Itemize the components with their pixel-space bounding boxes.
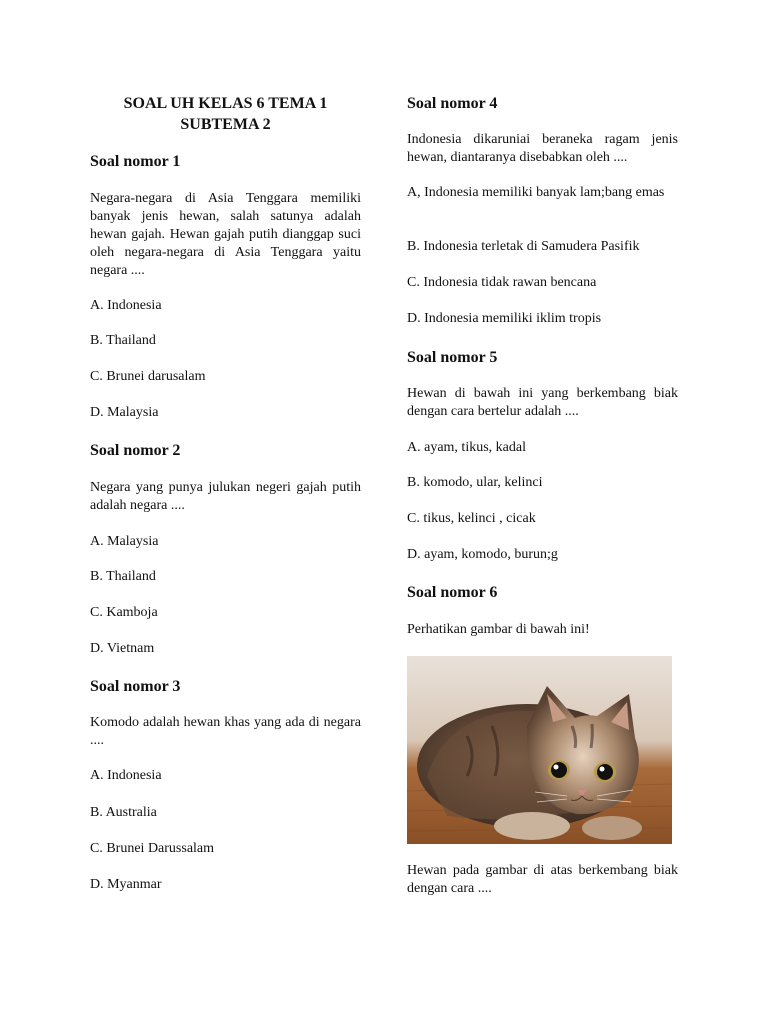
- question-4-option-b: B. Indonesia terletak di Samudera Pasifik: [407, 239, 640, 254]
- question-5-option-b: B. komodo, ular, kelinci: [407, 475, 543, 490]
- question-2-option-d: D. Vietnam: [90, 641, 155, 656]
- cat-photo: [407, 656, 672, 844]
- question-3-option-c: C. Brunei Darussalam: [90, 841, 215, 856]
- question-4-option-d: D. Indonesia memiliki iklim tropis: [407, 311, 602, 326]
- question-4-text: Indonesia dikaruniai beraneka ragam jenis hewan, diantaranya disebabkan oleh ....: [407, 132, 678, 165]
- question-3-text: Komodo adalah hewan khas yang ada di negara ....: [90, 715, 361, 748]
- question-2-text: Negara yang punya julukan negeri gajah putih adalah negara ....: [90, 480, 361, 513]
- question-1-heading: Soal nomor 1: [90, 153, 181, 170]
- question-4-option-c: C. Indonesia tidak rawan bencana: [407, 275, 597, 290]
- question-4-heading: Soal nomor 4: [407, 95, 498, 112]
- question-6-followup-text: Hewan pada gambar di atas berkembang biak dengan cara ....: [407, 863, 678, 896]
- question-1-option-d: D. Malaysia: [90, 405, 159, 420]
- question-1-option-a: A. Indonesia: [90, 298, 162, 313]
- question-5-option-c: C. tikus, kelinci , cicak: [407, 511, 536, 526]
- question-4-option-a: A, Indonesia memiliki banyak lam;bang emas: [407, 185, 665, 200]
- question-1-option-b: B. Thailand: [90, 333, 156, 348]
- question-3-option-a: A. Indonesia: [90, 768, 162, 783]
- question-3-option-b: B. Australia: [90, 805, 157, 820]
- question-3-heading: Soal nomor 3: [90, 678, 181, 695]
- page-title: SOAL UH KELAS 6 TEMA 1 SUBTEMA 2: [123, 95, 328, 133]
- question-5-heading: Soal nomor 5: [407, 349, 498, 366]
- question-5-option-d: D. ayam, komodo, burun;g: [407, 547, 558, 562]
- question-2-option-c: C. Kamboja: [90, 605, 158, 620]
- question-3-option-d: D. Myanmar: [90, 877, 162, 892]
- question-1-option-c: C. Brunei darusalam: [90, 369, 206, 384]
- question-2-option-b: B. Thailand: [90, 569, 156, 584]
- question-5-option-a: A. ayam, tikus, kadal: [407, 440, 526, 455]
- question-6-heading: Soal nomor 6: [407, 584, 498, 601]
- question-1-text: Negara-negara di Asia Tenggara memiliki banyak jenis hewan, salah satunya adalah hewan gajah. Hewan gajah putih dianggap suci oleh negara-negara di Asia Tenggara yaitu negara ....: [90, 191, 361, 278]
- question-5-text: Hewan di bawah ini yang berkembang biak dengan cara bertelur adalah ....: [407, 386, 678, 419]
- question-6-text: Perhatikan gambar di bawah ini!: [407, 622, 590, 637]
- question-2-option-a: A. Malaysia: [90, 534, 159, 549]
- question-2-heading: Soal nomor 2: [90, 442, 181, 459]
